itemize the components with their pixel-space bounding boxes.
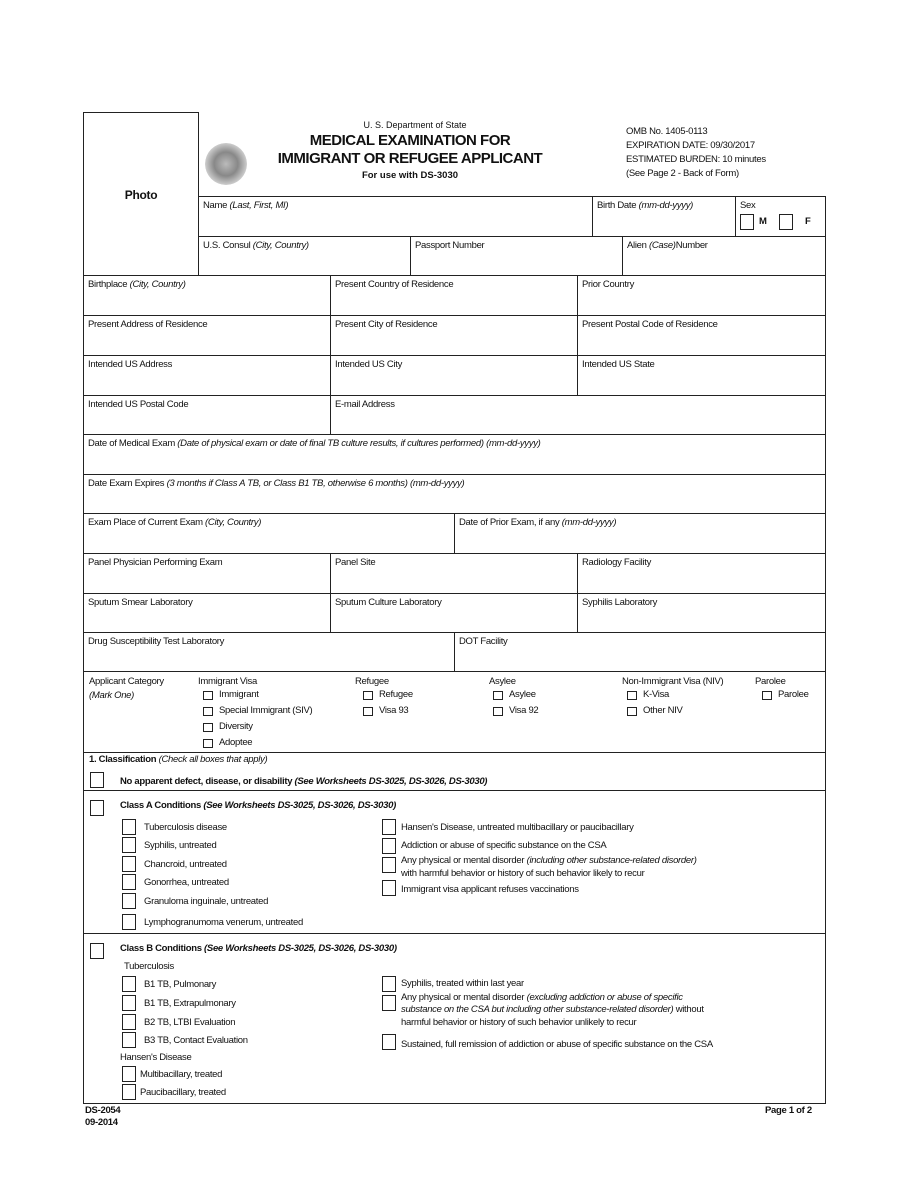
b-left-label-0: Multibacillary, treated — [140, 1069, 223, 1080]
exam-expires-field[interactable]: Date Exam Expires (3 months if Class A TB, or Class B1 TB, otherwise 6 months) (mm-dd-yyyy) — [83, 474, 826, 514]
a-left-label-3: Gonorrhea, untreated — [144, 877, 229, 888]
parolee-checkbox[interactable] — [762, 691, 772, 700]
state-seal-icon — [205, 143, 247, 185]
visa93-checkbox[interactable] — [363, 707, 373, 716]
refuses-vaccinations-checkbox[interactable] — [382, 880, 396, 896]
refugee-checkbox[interactable] — [363, 691, 373, 700]
immigrant-visa-heading: Immigrant Visa — [198, 676, 257, 687]
syphilis-treated-checkbox[interactable] — [382, 976, 396, 992]
us-consul-field[interactable]: U.S. Consul (City, Country) — [198, 236, 411, 276]
sex-m-label: M — [759, 216, 767, 227]
page-number: Page 1 of 2 — [765, 1105, 812, 1116]
exam-date-field[interactable]: Date of Medical Exam (Date of physical exam or date of final TB culture results, if cultures performed) (mm-dd-yyyy) — [83, 434, 826, 475]
b-left-checkbox-1[interactable] — [122, 1084, 136, 1100]
sex-m-checkbox[interactable] — [740, 214, 754, 230]
visa92-checkbox[interactable] — [493, 707, 503, 716]
sustained-remission-checkbox[interactable] — [382, 1034, 396, 1050]
present-country-field[interactable]: Present Country of Residence — [330, 275, 578, 316]
a-left-checkbox-3[interactable] — [122, 874, 136, 890]
physical-mental-a-label: Any physical or mental disorder (including other substance-related disorder) — [401, 855, 697, 866]
a-left-checkbox-5[interactable] — [122, 914, 136, 930]
adoptee-checkbox[interactable] — [203, 739, 213, 748]
asylee-checkbox[interactable] — [493, 691, 503, 700]
sex-f-checkbox[interactable] — [779, 214, 793, 230]
class-b-title: Class B Conditions (See Worksheets DS-3025, DS-3026, DS-3030) — [120, 943, 397, 954]
physical-mental-b-checkbox[interactable] — [382, 995, 396, 1011]
panel-physician-field[interactable]: Panel Physician Performing Exam — [83, 553, 331, 594]
addiction-checkbox[interactable] — [382, 838, 396, 854]
diversity-checkbox[interactable] — [203, 723, 213, 732]
department: U. S. Department of State — [363, 120, 467, 130]
visa92-label: Visa 92 — [509, 705, 539, 716]
photo-box[interactable] — [83, 112, 199, 276]
form-title-line1: MEDICAL EXAMINATION FOR — [309, 132, 511, 149]
sex-f-label: F — [805, 216, 811, 227]
alien-number-field[interactable]: Alien (Case)Number — [622, 236, 826, 276]
physical-mental-a-label-2: with harmful behavior or history of such behavior likely to recur — [401, 868, 645, 879]
birth-date-field[interactable]: Birth Date (mm-dd-yyyy) — [592, 196, 736, 237]
asylee-label: Asylee — [509, 689, 536, 700]
asylee-heading: Asylee — [489, 676, 516, 687]
b-left-label-0: B1 TB, Pulmonary — [144, 979, 217, 990]
estimated-burden: ESTIMATED BURDEN: 10 minutes — [626, 154, 766, 165]
b-left-checkbox-2[interactable] — [122, 1014, 136, 1030]
mark-one-hint: (Mark One) — [89, 690, 135, 701]
physical-mental-b-label: Any physical or mental disorder (excluding addiction or abuse of specific — [401, 992, 683, 1003]
panel-site-field[interactable]: Panel Site — [330, 553, 578, 594]
physical-mental-b-label-2: substance on the CSA but including other substance-related disorder) without — [401, 1004, 704, 1015]
k-visa-checkbox[interactable] — [627, 691, 637, 700]
b-left-label-1: Paucibacillary, treated — [140, 1087, 226, 1098]
us-address-field[interactable]: Intended US Address — [83, 355, 331, 396]
b-left-checkbox-3[interactable] — [122, 1032, 136, 1048]
classification-title: 1. Classification (Check all boxes that apply) — [89, 754, 268, 765]
niv-heading: Non-Immigrant Visa (NIV) — [622, 676, 724, 687]
applicant-category-label: Applicant Category — [89, 676, 164, 687]
a-left-label-2: Chancroid, untreated — [144, 859, 227, 870]
a-left-checkbox-2[interactable] — [122, 856, 136, 872]
prior-country-field[interactable]: Prior Country — [577, 275, 826, 316]
drug-lab-field[interactable]: Drug Susceptibility Test Laboratory — [83, 632, 455, 672]
form-date: 09-2014 — [85, 1117, 118, 1128]
present-address-field[interactable]: Present Address of Residence — [83, 315, 331, 356]
immigrant-checkbox[interactable] — [203, 691, 213, 700]
present-postal-field[interactable]: Present Postal Code of Residence — [577, 315, 826, 356]
parolee-label: Parolee — [778, 689, 809, 700]
us-state-field[interactable]: Intended US State — [577, 355, 826, 396]
a-left-label-0: Tuberculosis disease — [144, 822, 227, 833]
physical-mental-a-checkbox[interactable] — [382, 857, 396, 873]
b-left-checkbox-0[interactable] — [122, 1066, 136, 1082]
dot-facility-field[interactable]: DOT Facility — [454, 632, 826, 672]
hansen-heading: Hansen's Disease — [120, 1052, 192, 1063]
class-a-title: Class A Conditions (See Worksheets DS-3025, DS-3026, DS-3030) — [120, 800, 396, 811]
a-left-label-1: Syphilis, untreated — [144, 840, 217, 851]
parolee-heading: Parolee — [755, 676, 786, 687]
a-left-label-4: Granuloma inguinale, untreated — [144, 896, 269, 907]
a-left-checkbox-4[interactable] — [122, 893, 136, 909]
form-number: DS-2054 — [85, 1105, 121, 1116]
b-left-checkbox-1[interactable] — [122, 995, 136, 1011]
a-left-label-5: Lymphogranumoma venerum, untreated — [144, 917, 303, 928]
siv-checkbox[interactable] — [203, 707, 213, 716]
omb-number: OMB No. 1405-0113 — [626, 126, 708, 137]
radiology-field[interactable]: Radiology Facility — [577, 553, 826, 594]
b-left-label-1: B1 TB, Extrapulmonary — [144, 998, 236, 1009]
b-left-label-3: B3 TB, Contact Evaluation — [144, 1035, 248, 1046]
exam-place-field[interactable]: Exam Place of Current Exam (City, Country) — [83, 513, 455, 554]
class-a-checkbox[interactable] — [90, 800, 104, 816]
class-b-checkbox[interactable] — [90, 943, 104, 959]
hansen-untreated-label: Hansen's Disease, untreated multibacillary or paucibacillary — [401, 822, 634, 833]
a-left-checkbox-0[interactable] — [122, 819, 136, 835]
no-defect-label: No apparent defect, disease, or disability (See Worksheets DS-3025, DS-3026, DS-3030) — [120, 776, 488, 787]
physical-mental-b-label-3: harmful behavior or history of such behavior unlikely to recur — [401, 1017, 637, 1028]
form-title-line2: IMMIGRANT OR REFUGEE APPLICANT — [277, 150, 543, 167]
refugee-heading: Refugee — [355, 676, 389, 687]
no-defect-checkbox[interactable] — [90, 772, 104, 788]
birthplace-field[interactable]: Birthplace (City, Country) — [83, 275, 331, 316]
diversity-label: Diversity — [219, 721, 253, 732]
sputum-smear-field[interactable]: Sputum Smear Laboratory — [83, 593, 331, 633]
other-niv-label: Other NIV — [643, 705, 683, 716]
us-postal-field[interactable]: Intended US Postal Code — [83, 395, 331, 435]
present-city-field[interactable]: Present City of Residence — [330, 315, 578, 356]
expiration-date: EXPIRATION DATE: 09/30/2017 — [626, 140, 755, 151]
k-visa-label: K-Visa — [643, 689, 670, 700]
visa93-label: Visa 93 — [379, 705, 409, 716]
syphilis-lab-field[interactable]: Syphilis Laboratory — [577, 593, 826, 633]
adoptee-label: Adoptee — [219, 737, 253, 748]
b-left-checkbox-0[interactable] — [122, 976, 136, 992]
addiction-label: Addiction or abuse of specific substance on the CSA — [401, 840, 607, 851]
hansen-untreated-checkbox[interactable] — [382, 819, 396, 835]
siv-label: Special Immigrant (SIV) — [219, 705, 313, 716]
photo-label: Photo — [124, 188, 158, 202]
us-city-field[interactable]: Intended US City — [330, 355, 578, 396]
form-subtitle: For use with DS-3030 — [361, 170, 459, 181]
sputum-culture-field[interactable]: Sputum Culture Laboratory — [330, 593, 578, 633]
email-field[interactable]: E-mail Address — [330, 395, 826, 435]
prior-exam-date-field[interactable]: Date of Prior Exam, if any (mm-dd-yyyy) — [454, 513, 826, 554]
refugee-label: Refugee — [379, 689, 413, 700]
other-niv-checkbox[interactable] — [627, 707, 637, 716]
tuberculosis-heading: Tuberculosis — [124, 961, 174, 972]
see-page-note: (See Page 2 - Back of Form) — [626, 168, 739, 179]
immigrant-label: Immigrant — [219, 689, 259, 700]
name-field[interactable]: Name (Last, First, MI) — [198, 196, 593, 237]
syphilis-treated-label: Syphilis, treated within last year — [401, 978, 524, 989]
refuses-vaccinations-label: Immigrant visa applicant refuses vaccinations — [401, 884, 579, 895]
passport-number-field[interactable]: Passport Number — [410, 236, 623, 276]
b-left-label-2: B2 TB, LTBI Evaluation — [144, 1017, 236, 1028]
sustained-remission-label: Sustained, full remission of addiction or abuse of specific substance on the CSA — [401, 1039, 713, 1050]
a-left-checkbox-1[interactable] — [122, 837, 136, 853]
sex-field: Sex — [735, 196, 826, 237]
